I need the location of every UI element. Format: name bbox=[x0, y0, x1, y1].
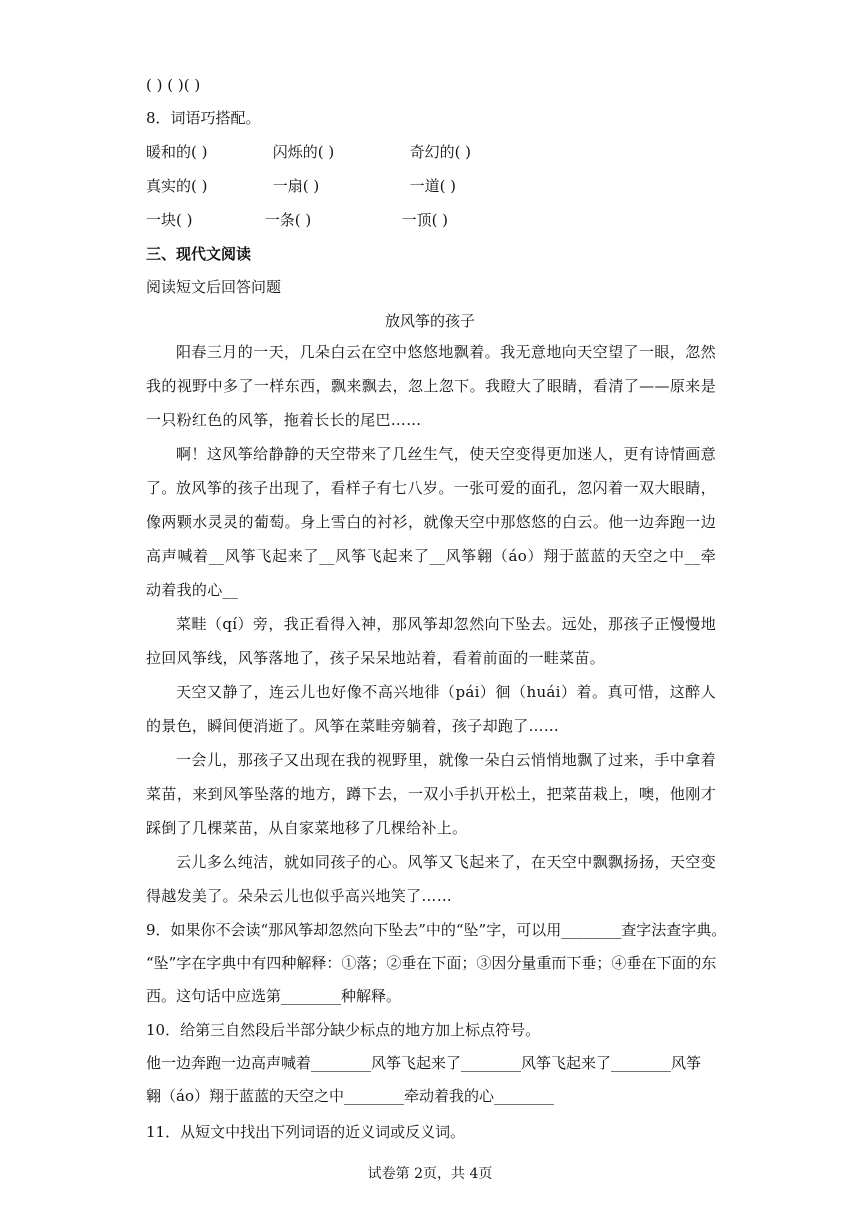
passage-paragraph-2: 啊！这风筝给静静的天空带来了几丝生气，使天空变得更加迷人，更有诗情画意了。 bbox=[146, 445, 716, 497]
q10-line-2: 翱（áo）翔于蓝蓝的天空之中________牵动着我的心________ bbox=[146, 1087, 554, 1105]
q8-item: 奇幻的( ) bbox=[409, 143, 472, 161]
q8-item: 一条( ) bbox=[264, 211, 312, 229]
q8-item: 闪烁的( ) bbox=[272, 143, 335, 161]
q10-line-1: 他一边奔跑一边高声喊着________风筝飞起来了________风筝飞起来了________风筝 bbox=[146, 1054, 702, 1072]
q11-title: 11．从短文中找出下列词语的近义词或反义词。 bbox=[146, 1123, 466, 1141]
q8-item: 一道( ) bbox=[409, 177, 457, 195]
q8-item: 一块( ) bbox=[146, 211, 193, 229]
q9-line-3: 西。这句话中应选第________种解释。 bbox=[146, 987, 402, 1005]
section-heading: 三、现代文阅读 bbox=[146, 245, 252, 263]
q8-row-1 bbox=[146, 142, 471, 162]
reading-instruction: 阅读短文后回答问题 bbox=[146, 278, 282, 296]
q8-item: 一顶( ) bbox=[401, 211, 449, 229]
top-blanks: ( ) ( )( ) bbox=[146, 76, 201, 94]
q9-line-2: “坠”字在字典中有四种解释：①落；②垂在下面；③因分量重而下垂；④垂在下面的东 bbox=[146, 954, 717, 972]
q8-row-2 bbox=[146, 176, 456, 196]
passage-paragraph-3: 放风筝的孩子出现了，看样子有七八岁。一张可爱的面孔，忽闪着一双大眼睛，像两颗水灵灵的葡萄。身上雪白的衬衫，就像天空中那悠悠的白云。他一边奔跑一边高声喊着__风筝飞起来了__风筝飞起来了__风筝翱（áo）翔于蓝蓝的天空之中__牵动着我的心__ bbox=[146, 479, 716, 599]
passage-paragraph-6: 一会儿，那孩子又出现在我的视野里，就像一朵白云悄悄地飘了过来，手中拿着菜苗，来到风筝坠落的地方，蹲下去，一双小手扒开松土，把菜苗栽上，噢，他刚才踩倒了几棵菜苗，从自家菜地移了几棵给补上。 bbox=[146, 751, 716, 837]
passage-title: 放风筝的孩子 bbox=[384, 312, 475, 330]
q8-title: 8．词语巧搭配。 bbox=[146, 109, 261, 127]
q8-item: 暖和的( ) bbox=[146, 143, 208, 161]
page-footer: 试卷第 2页，共 4页 bbox=[367, 1166, 493, 1182]
passage-paragraph-7: 云儿多么纯洁，就如同孩子的心。风筝又飞起来了，在天空中飘飘扬扬，天空变得越发美了。朵朵云儿也似乎高兴地笑了…… bbox=[146, 853, 716, 905]
q10-title: 10．给第三自然段后半部分缺少标点的地方加上标点符号。 bbox=[146, 1021, 541, 1039]
passage-paragraph-1: 阳春三月的一天，几朵白云在空中悠悠地飘着。我无意地向天空望了一眼，忽然我的视野中多了一样东西，飘来飘去，忽上忽下。我瞪大了眼睛，看清了——原来是一只粉红色的风筝，拖着长长的尾巴…… bbox=[146, 343, 716, 429]
q8-item: 真实的( ) bbox=[146, 177, 208, 195]
passage-paragraph-4: 菜畦（qí）旁，我正看得入神，那风筝却忽然向下坠去。远处，那孩子正慢慢地拉回风筝线，风筝落地了，孩子呆呆地站着，看着前面的一畦菜苗。 bbox=[146, 615, 716, 667]
q9-line-1: 9．如果你不会读“那风筝却忽然向下坠去”中的“坠”字，可以用________查字法查字典。 bbox=[146, 921, 727, 939]
q8-item: 一扇( ) bbox=[272, 177, 320, 195]
q8-row-3 bbox=[146, 210, 448, 230]
passage-paragraph-5: 天空又静了，连云儿也好像不高兴地徘（pái）徊（huái）着。真可惜，这醉人的景色，瞬间便消逝了。风筝在菜畦旁躺着，孩子却跑了…… bbox=[146, 683, 716, 735]
